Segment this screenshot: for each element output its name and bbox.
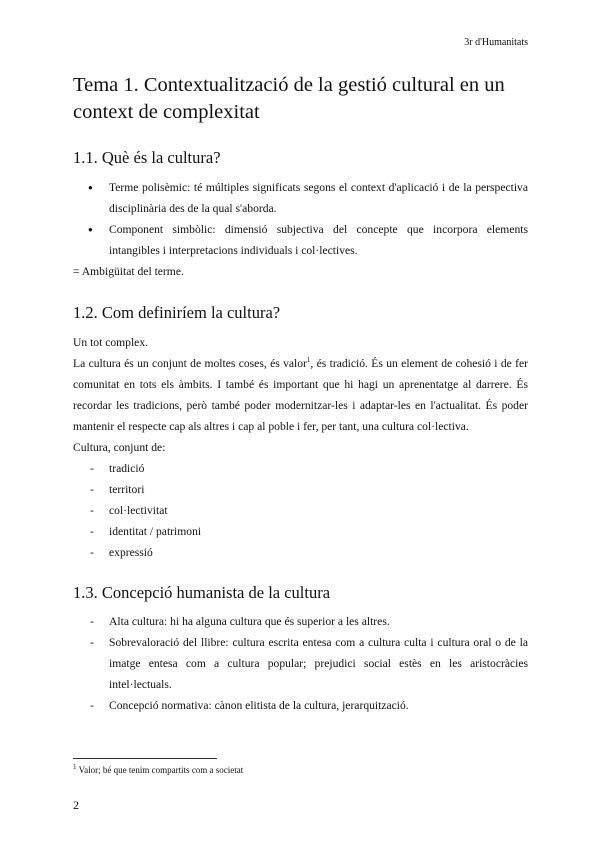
list-item: - tradició (73, 458, 528, 479)
section-heading-1-1: 1.1. Què és la cultura? (73, 148, 221, 167)
running-header: 3r d'Humanitats (464, 37, 528, 48)
list-item: - Alta cultura: hi ha alguna cultura que és superior a les altres. (73, 611, 528, 632)
section-heading-1-3: 1.3. Concepció humanista de la cultura (73, 583, 331, 602)
bullet-item: ● Terme polisèmic: té múltiples significats segons el context d'aplicació i de la perspectiva disciplinària des de la qual s'aborda. (73, 177, 528, 219)
list-item: - identitat / patrimoni (73, 521, 528, 542)
footnote-separator (73, 758, 217, 759)
section-define-culture (73, 303, 528, 563)
culture-components-list (73, 458, 528, 563)
footnote-number: 1 (73, 763, 77, 771)
culture-paragraph (73, 353, 528, 437)
list-label: Cultura, conjunt de: (73, 441, 166, 454)
footnote-text: Valor; bé que tenim compartits com a societat (78, 765, 244, 775)
chapter-title: Tema 1. Contextualització de la gestió cultural en un context de complexitat (73, 74, 505, 123)
intro-text: Un tot complex. (73, 336, 149, 349)
footnote-ref[interactable]: 1 (306, 356, 311, 365)
section-humanist-conception (73, 583, 528, 716)
section-heading-1-2: 1.2. Com definiríem la cultura? (73, 303, 281, 322)
page-content (73, 72, 528, 716)
footnote (73, 765, 243, 775)
bullet-list (73, 177, 528, 261)
page-number: 2 (73, 798, 79, 812)
paragraph-rest: , és tradició. És un element de cohesió i de fer comunitat en tots els àmbits. I també és important que hi hagi un aprenentatge al darrere. És recordar les tradicions, però també poder modernitzar-les i adaptar-les en l'actualitat. És poder mantenir el respecte cap als altres i cap al poble i fer, per tant, una cultura col·lectiva. (73, 357, 528, 433)
list-item: - Concepció normativa: cànon elitista de la cultura, jerarquització. (73, 695, 528, 716)
ambiguity-note: = Ambigüitat del terme. (73, 265, 184, 278)
list-item: - expressió (73, 542, 528, 563)
section-what-is-culture (73, 148, 528, 282)
humanist-list (73, 611, 528, 716)
paragraph-start: La cultura és un conjunt de moltes coses, és valor (73, 357, 307, 370)
bullet-item: ● Component simbòlic: dimensió subjectiva del concepte que incorpora elements intangibles i interpretacions individuals i col·lectives. (73, 219, 528, 261)
list-item: - col·lectivitat (73, 500, 528, 521)
list-item: - territori (73, 479, 528, 500)
list-item: - Sobrevaloració del llibre: cultura escrita entesa com a cultura culta i cultura oral o de la imatge entesa com a cultura popular; prejudici social estès en les aristocràcies intel·lectuals. (73, 632, 528, 695)
